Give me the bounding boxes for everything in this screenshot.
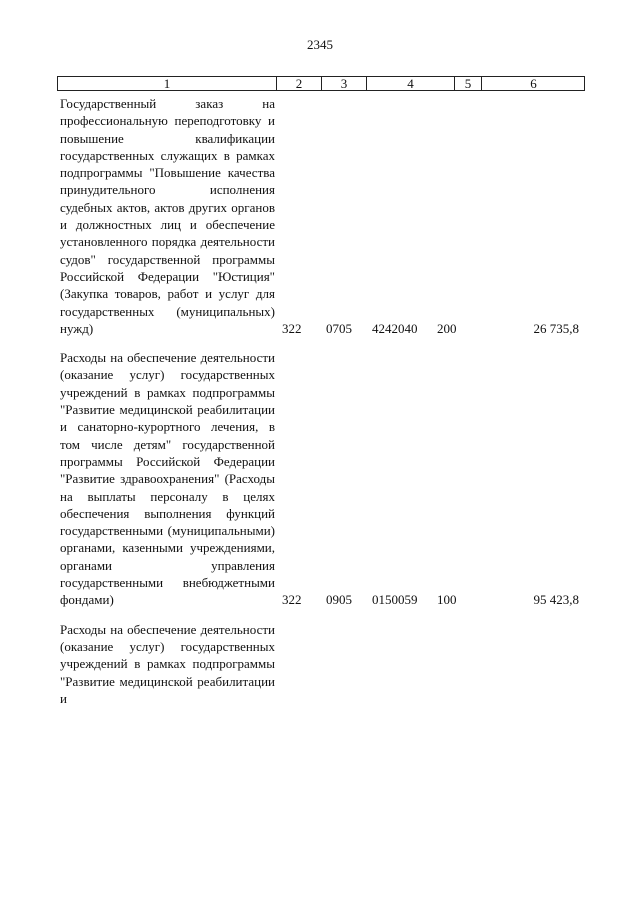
table-row <box>0 95 640 337</box>
row-article-code: 0150059 <box>372 592 418 608</box>
row-expense-type: 200 <box>437 320 457 336</box>
row-amount: 26 735,8 <box>533 320 579 336</box>
table-row <box>0 621 640 707</box>
row-section-code: 0705 <box>326 320 352 336</box>
row-description: Расходы на обеспечение деятельности (оказание услуг) государственных учреждений в рамках подпрограммы "Развитие медицинской реабилитации и <box>60 621 275 706</box>
row-description: Государственный заказ на профессиональную переподготовку и повышение квалификации государственных служащих в рамках подпрограммы "Повышение качества принудительного исполнения судебных актов, актов других органов и должностных лиц и обеспечение установленного порядка деятельности судов" государственной программы Российской Федерации "Юстиция" (Закупка товаров, работ и услуг для государственных (муниципальных) нужд) <box>60 96 275 336</box>
row-ministry-code: 322 <box>282 320 302 336</box>
row-section-code: 0905 <box>326 592 352 608</box>
row-expense-type: 100 <box>437 592 457 608</box>
header-col-1: 1 <box>163 76 171 91</box>
row-amount: 95 423,8 <box>533 592 579 608</box>
page-number: 2345 <box>307 37 333 52</box>
header-col-6: 6 <box>481 77 585 90</box>
row-ministry-code: 322 <box>282 592 302 608</box>
header-col-4: 4 <box>366 77 454 90</box>
row-values <box>0 320 640 337</box>
header-col-3: 3 <box>321 77 366 90</box>
row-article-code: 4242040 <box>372 320 418 336</box>
header-col-2: 2 <box>276 77 321 90</box>
table-body <box>0 95 640 707</box>
table-row <box>0 349 640 608</box>
table-header-row <box>57 76 585 91</box>
row-description: Расходы на обеспечение деятельности (оказание услуг) государственных учреждений в рамках подпрограммы "Развитие медицинской реабилитации и санаторно-курортного лечения, в том числе детям" государственной программы Российской Федерации "Развитие здравоохранения" (Расходы на выплаты персоналу в целях обеспечения выполнения функций государственными (муниципальными) органами, казенными учреждениями, органами управления государственными внебюджетными фондами) <box>60 350 275 608</box>
row-values <box>0 591 640 608</box>
header-col-5: 5 <box>454 77 481 90</box>
